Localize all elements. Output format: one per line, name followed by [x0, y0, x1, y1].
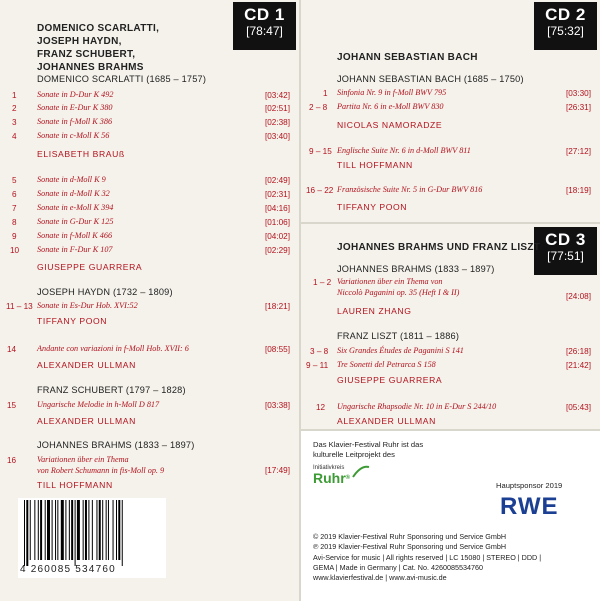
festival-text: [313, 440, 423, 459]
composer-heading: JOHANNES BRAHMS (1833 – 1897): [37, 440, 195, 450]
barcode-bar: [122, 500, 123, 566]
performer: ALEXANDER ULLMAN: [337, 416, 436, 426]
ruhr-swoosh-icon: [351, 465, 371, 479]
track-title: Sonate in Es-Dur Hob. XVI:52: [37, 301, 138, 310]
track-number: 3 – 8: [310, 347, 329, 356]
ruhr-word: [313, 471, 383, 486]
performer: ALEXANDER ULLMAN: [37, 360, 136, 370]
track-title-line: Variationen über ein Thema von: [337, 277, 443, 286]
composer-heading: FRANZ SCHUBERT (1797 – 1828): [37, 385, 186, 395]
track-title: Sinfonia Nr. 9 in f-Moll BWV 795: [337, 88, 447, 97]
initiativkreis-ruhr-logo: [313, 465, 383, 499]
performer: TIFFANY POON: [337, 202, 408, 212]
barcode-bar: [55, 500, 56, 560]
barcode-bar: [24, 500, 25, 566]
barcode-bar: [26, 500, 28, 566]
cd3-label: CD 3: [545, 230, 586, 249]
barcode-bar: [65, 500, 66, 560]
track-number: 16 – 22: [306, 186, 334, 195]
barcode-bar: [108, 500, 109, 560]
barcode-bar: [47, 500, 50, 560]
performer: TIFFANY POON: [37, 316, 108, 326]
track-number: 11 – 13: [6, 302, 33, 311]
track-number: 12: [316, 403, 326, 412]
track-title: Andante con variazioni in f-Moll Hob. XVII: 6: [37, 344, 189, 353]
track-number: 7: [12, 204, 17, 213]
barcode: [18, 498, 166, 578]
track-title: Sonate in d-Moll K 9: [37, 175, 106, 184]
cd1-duration: [78:47]: [246, 24, 283, 38]
track-title: Englische Suite Nr. 6 in d-Moll BWV 811: [337, 146, 471, 155]
track-duration: [02:49]: [264, 176, 290, 185]
track-number: 6: [12, 190, 17, 199]
barcode-bar: [38, 500, 39, 560]
track-number: 9: [12, 232, 17, 241]
track-number: 1 – 2: [313, 278, 332, 287]
performer: TILL HOFFMANN: [337, 160, 413, 170]
cd2-badge: [534, 2, 597, 50]
barcode-icon: [18, 500, 166, 566]
cd1-header: [37, 22, 159, 74]
copyright-line: © 2019 Klavier-Festival Ruhr Sponsoring und Service GmbH: [313, 532, 507, 541]
barcode-bar: [75, 500, 76, 566]
track-duration: [01:06]: [264, 218, 290, 227]
cd3-header: JOHANNES BRAHMS UND FRANZ LISZT: [337, 242, 541, 253]
track-title-line: Variationen über ein Thema: [37, 455, 129, 464]
performer: TILL HOFFMANN: [37, 480, 113, 490]
festival-text-line: kulturelle Leitprojekt des: [313, 449, 395, 459]
cd1-label: CD 1: [244, 5, 285, 24]
barcode-bar: [61, 500, 64, 560]
sponsor-label: Hauptsponsor 2019: [496, 481, 563, 490]
track-title: Sonate in c-Moll K 56: [37, 131, 110, 140]
track-number: 8: [12, 218, 17, 227]
barcode-bar: [71, 500, 73, 560]
track-title: Ungarische Rhapsodie Nr. 10 in E-Dur S 244/10: [337, 402, 497, 411]
barcode-bar: [102, 500, 103, 560]
barcode-bar: [118, 500, 120, 560]
composer-heading: JOHANN SEBASTIAN BACH (1685 – 1750): [337, 74, 524, 84]
barcode-bar: [57, 500, 58, 560]
track-title: Six Grandes Études de Paganini S 141: [337, 346, 464, 355]
track-number: 2 – 8: [309, 103, 328, 112]
track-number: 2: [12, 104, 17, 113]
cd1-header-line: JOSEPH HAYDN,: [37, 36, 122, 47]
track-number: 10: [10, 246, 20, 255]
track-duration: [18:21]: [264, 302, 290, 311]
copyright-line: GEMA | Made in Germany | Cat. No. 4260085534760: [313, 562, 483, 572]
track-title: Partita Nr. 6 in e-Moll BWV 830: [337, 102, 444, 111]
copyright-line: Avi-Service for music | All rights reserved | LC 15080 | STEREO | DDD |: [313, 552, 542, 562]
ruhr-word-text: Ruhr: [313, 470, 346, 486]
barcode-bar: [88, 500, 89, 560]
cd1-header-line: DOMENICO SCARLATTI,: [37, 23, 160, 34]
barcode-bar: [69, 500, 70, 560]
barcode-bar: [30, 500, 31, 560]
track-title: Sonate in E-Dur K 380: [37, 103, 113, 112]
cd3-badge: [534, 227, 597, 275]
composer-heading: JOHANNES BRAHMS (1833 – 1897): [337, 264, 495, 274]
track-number: 3: [12, 118, 17, 127]
barcode-bar: [92, 500, 93, 560]
track-duration: [03:30]: [565, 89, 591, 98]
track-duration: [21:42]: [565, 361, 591, 370]
barcode-bar: [34, 500, 35, 560]
track-number: 14: [7, 345, 17, 354]
track-title: Ungarische Melodie in h-Moll D 817: [37, 400, 160, 409]
track-duration: [04:16]: [264, 204, 290, 213]
track-title: Sonate in F-Dur K 107: [37, 245, 113, 254]
track-duration: [27:12]: [565, 147, 591, 156]
cd2-duration: [75:32]: [547, 24, 584, 38]
performer: NICOLAS NAMORADZE: [337, 120, 443, 130]
track-number: 1: [323, 89, 328, 98]
track-number: 9 – 15: [309, 147, 332, 156]
track-duration: [03:42]: [264, 91, 290, 100]
copyright-line: ℗ 2019 Klavier-Festival Ruhr Sponsoring und Service GmbH: [313, 542, 507, 552]
ruhr-registered-mark: ®: [345, 475, 351, 481]
barcode-bar: [99, 500, 101, 560]
track-duration: [26:31]: [565, 103, 591, 112]
composer-heading: FRANZ LISZT (1811 – 1886): [337, 331, 460, 341]
rwe-logo: RWE: [500, 493, 559, 520]
copyright-line: www.klavierfestival.de | www.avi-music.de: [313, 573, 447, 583]
performer: ALEXANDER ULLMAN: [37, 416, 136, 426]
cd1-badge: [233, 2, 296, 50]
barcode-bar: [40, 500, 42, 560]
track-duration: [18:19]: [565, 186, 591, 195]
track-title: Sonate in f-Moll K 466: [37, 231, 113, 240]
cd1-header-line: FRANZ SCHUBERT,: [37, 49, 136, 60]
barcode-bar: [106, 500, 107, 560]
cd1-header-line: JOHANNES BRAHMS: [37, 62, 144, 73]
track-duration: [03:40]: [264, 132, 290, 141]
track-title: Sonate in e-Moll K 394: [37, 203, 114, 212]
track-duration: [17:49]: [264, 466, 290, 475]
track-title: Französische Suite Nr. 5 in G-Dur BWV 816: [337, 185, 483, 194]
track-number: 9 – 11: [306, 361, 329, 370]
track-duration: [04:02]: [264, 232, 290, 241]
cd2-label: CD 2: [545, 5, 586, 24]
track-number: 1: [12, 91, 17, 100]
composer-heading: DOMENICO SCARLATTI (1685 – 1757): [37, 74, 207, 84]
barcode-bar: [52, 500, 53, 560]
track-title: Sonate in f-Moll K 386: [37, 117, 113, 126]
performer: LAUREN ZHANG: [337, 306, 412, 316]
barcode-bar: [85, 500, 87, 560]
barcode-bar: [116, 500, 117, 560]
track-duration: [02:31]: [264, 190, 290, 199]
track-duration: [02:51]: [264, 104, 290, 113]
track-duration: [05:43]: [565, 403, 591, 412]
track-duration: [02:38]: [264, 118, 290, 127]
initiativ-label: Initiativkreis: [313, 465, 345, 471]
track-title: Sonate in D-Dur K 492: [37, 90, 114, 99]
barcode-bar: [96, 500, 97, 560]
track-duration: [08:55]: [264, 345, 290, 354]
track-title-line: von Robert Schumann in fis-Moll op. 9: [37, 466, 165, 475]
barcode-bar: [113, 500, 114, 560]
track-title: Sonate in G-Dur K 125: [37, 217, 114, 226]
track-duration: [03:38]: [264, 401, 290, 410]
track-number: 15: [7, 401, 17, 410]
track-number: 4: [12, 132, 17, 141]
track-number: 16: [7, 456, 17, 465]
cd3-duration: [77:51]: [547, 249, 584, 263]
track-title: Tre Sonetti del Petrarca S 158: [337, 360, 436, 369]
performer: ELISABETH BRAUß: [37, 149, 125, 159]
performer: GIUSEPPE GUARRERA: [337, 375, 443, 385]
track-title: Sonate in d-Moll K 32: [37, 189, 110, 198]
track-duration: [26:18]: [565, 347, 591, 356]
track-duration: [24:08]: [565, 292, 591, 301]
barcode-bar: [83, 500, 84, 560]
barcode-bar: [77, 500, 80, 560]
performer: GIUSEPPE GUARRERA: [37, 262, 143, 272]
cd2-header: JOHANN SEBASTIAN BACH: [337, 52, 478, 63]
composer-heading: JOSEPH HAYDN (1732 – 1809): [37, 287, 173, 297]
barcode-bar: [45, 500, 46, 560]
track-number: 5: [12, 176, 17, 185]
track-title-line: Niccolò Paganini op. 35 (Heft I & II): [337, 288, 460, 297]
track-duration: [02:29]: [264, 246, 290, 255]
festival-text-line: Das Klavier-Festival Ruhr ist das: [313, 440, 424, 449]
barcode-digits: 4 260085 534760: [20, 564, 116, 575]
copyright-block: [313, 532, 541, 583]
